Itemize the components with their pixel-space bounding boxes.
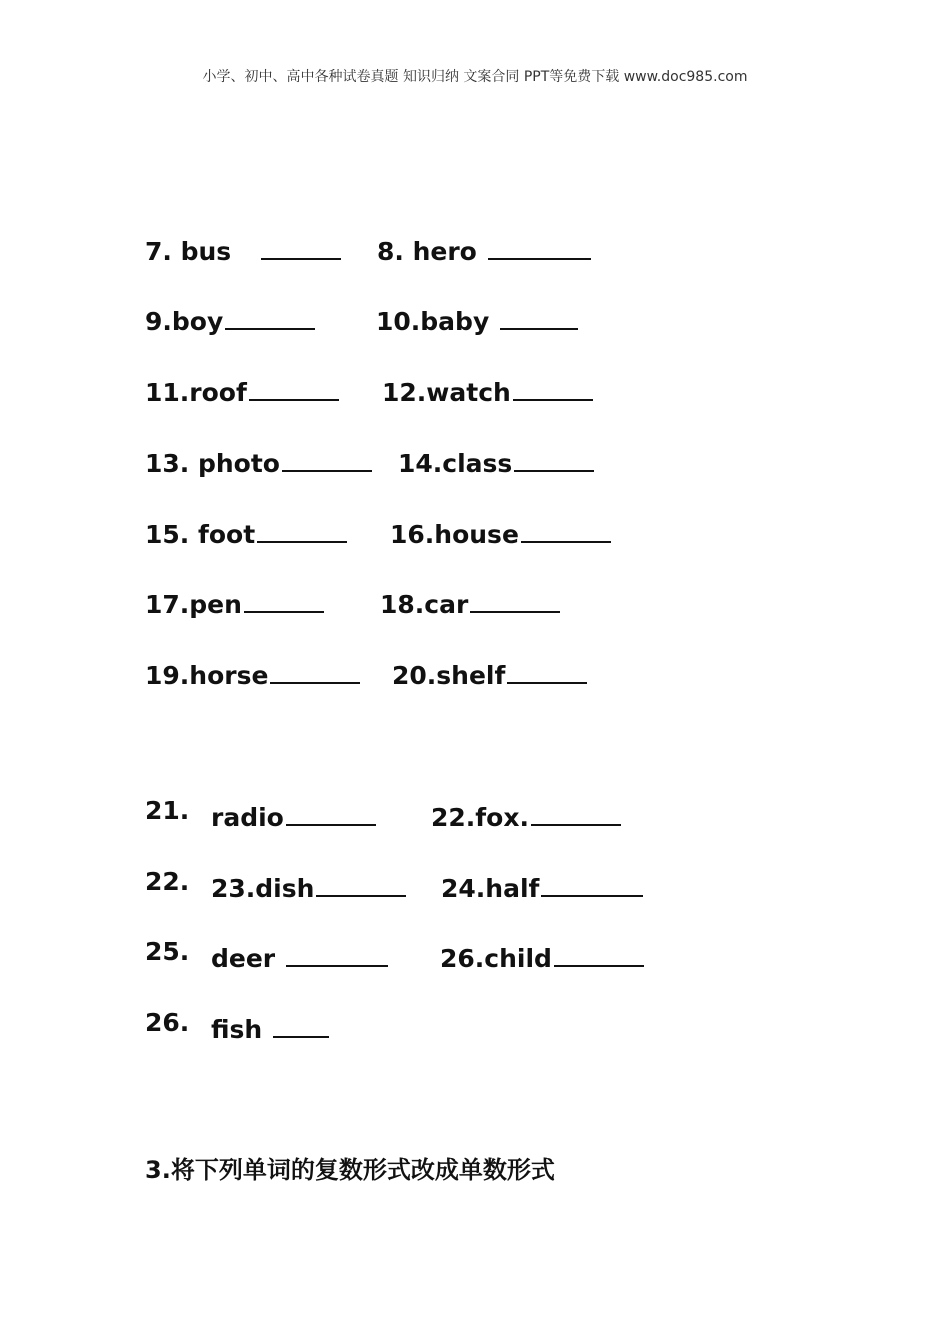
answer-blank[interactable] — [273, 1008, 329, 1038]
exercise-word: 12.watch — [382, 378, 511, 407]
exercise-word: 19.horse — [145, 661, 269, 690]
exercise-item — [145, 513, 347, 549]
item-number: 26. — [145, 1008, 190, 1037]
exercise-item — [431, 796, 621, 832]
answer-blank[interactable] — [261, 230, 341, 260]
exercise-item — [392, 654, 587, 690]
exercise-item — [440, 937, 644, 973]
exercise-item — [382, 371, 593, 407]
exercise-item — [211, 867, 406, 903]
answer-blank[interactable] — [249, 371, 339, 401]
exercise-word: radio — [211, 803, 284, 832]
exercise-item — [376, 300, 578, 336]
answer-blank[interactable] — [286, 937, 388, 967]
answer-blank[interactable] — [488, 230, 591, 260]
exercise-item — [441, 867, 643, 903]
answer-blank[interactable] — [541, 867, 643, 897]
exercise-word: 24.half — [441, 874, 540, 903]
answer-blank[interactable] — [286, 796, 376, 826]
exercise-item — [145, 371, 339, 407]
exercise-item — [398, 442, 594, 478]
exercise-item — [211, 1008, 329, 1044]
answer-blank[interactable] — [282, 442, 372, 472]
exercise-word: 23.dish — [211, 874, 315, 903]
exercise-item — [390, 513, 611, 549]
exercise-word: 15. foot — [145, 520, 256, 549]
answer-blank[interactable] — [225, 300, 315, 330]
answer-blank[interactable] — [257, 513, 347, 543]
exercise-word: 22.fox. — [431, 803, 529, 832]
answer-blank[interactable] — [500, 300, 578, 330]
item-number: 21. — [145, 796, 190, 825]
exercise-item — [380, 583, 560, 619]
page-header: 小学、初中、高中各种试卷真题 知识归纳 文案合同 PPT等免费下载 www.doc985.com — [202, 69, 748, 85]
exercise-item — [145, 442, 372, 478]
answer-blank[interactable] — [521, 513, 611, 543]
exercise-word: deer — [211, 944, 284, 973]
exercise-item — [211, 937, 388, 973]
exercise-word: 10.baby — [376, 307, 498, 336]
exercise-word: 18.car — [380, 590, 469, 619]
exercise-word: 8. hero — [377, 237, 486, 266]
exercise-word: 14.class — [398, 449, 513, 478]
exercise-word: 17.pen — [145, 590, 242, 619]
answer-blank[interactable] — [270, 654, 360, 684]
answer-blank[interactable] — [513, 371, 593, 401]
exercise-item — [211, 796, 376, 832]
exercise-item — [145, 654, 360, 690]
answer-blank[interactable] — [470, 583, 560, 613]
answer-blank[interactable] — [316, 867, 406, 897]
answer-blank[interactable] — [554, 937, 644, 967]
exercise-word: 16.house — [390, 520, 519, 549]
exercise-word: fish — [211, 1015, 271, 1044]
answer-blank[interactable] — [244, 583, 324, 613]
item-number: 22. — [145, 867, 190, 896]
exercise-item — [377, 230, 591, 266]
exercise-word: 11.roof — [145, 378, 247, 407]
exercise-item — [145, 583, 324, 619]
exercise-word: 9.boy — [145, 307, 224, 336]
item-number: 25. — [145, 937, 190, 966]
section-title: 3.将下列单词的复数形式改成单数形式 — [145, 1156, 555, 1184]
exercise-word: 7. bus — [145, 237, 232, 266]
exercise-word: 26.child — [440, 944, 552, 973]
answer-blank[interactable] — [514, 442, 594, 472]
exercise-item — [145, 300, 315, 336]
exercise-word: 20.shelf — [392, 661, 506, 690]
exercise-item — [145, 230, 341, 266]
answer-blank[interactable] — [507, 654, 587, 684]
answer-blank[interactable] — [531, 796, 621, 826]
exercise-word: 13. photo — [145, 449, 280, 478]
